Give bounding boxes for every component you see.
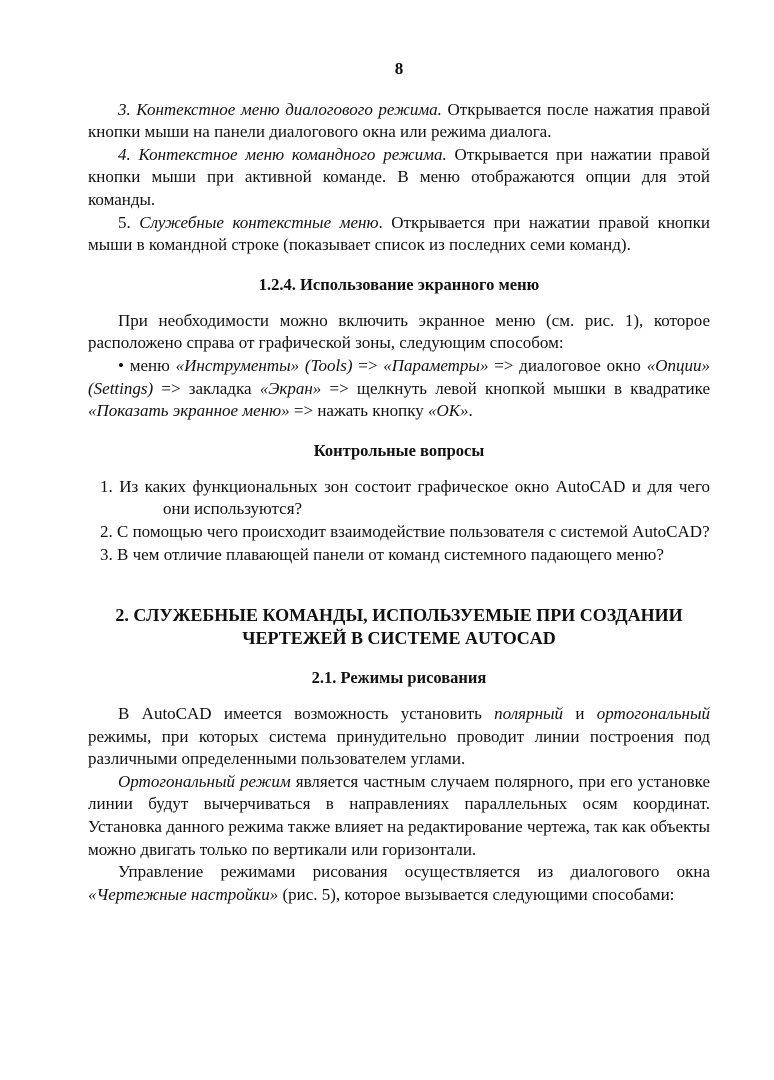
text: => [352, 355, 384, 375]
paragraph [88, 771, 710, 861]
text: режимы, при которых система принудительно проводит линии построения под различными определенными пользователем углами. [88, 726, 710, 769]
italic-text: 4. Контекстное меню командного режима. [118, 144, 447, 164]
text: => щелкнуть левой кнопкой мышки в квадратике [321, 378, 711, 398]
text: Открывается после нажатия правой кнопки мыши на панели диалогового окна или режима диалога. [88, 99, 710, 142]
text: является частным случаем полярного, при его установке линии будут вычерчиваться в направлениях параллельных осям координат. Установка данного режима также влияет на редактирование чертежа, так как объекты можно двигать только по вертикали или горизонтали. [88, 771, 710, 859]
italic-text: «Показать экранное меню» [88, 401, 290, 421]
italic-text: Служебные контекстные меню [139, 212, 379, 232]
text: В AutoCAD имеется возможность установить [118, 704, 495, 724]
section-heading [88, 274, 710, 296]
text: => закладка [153, 378, 260, 398]
list-item: 1. Из каких функциональных зон состоит графическое окно AutoCAD и для чего они используются? [100, 476, 710, 519]
text: • меню [118, 355, 176, 375]
text: (рис. 5), которое вызывается следующими способами: [278, 884, 675, 904]
chapter-heading [88, 604, 710, 650]
list-item: 3. В чем отличие плавающей панели от команд системного падающего меню? [100, 544, 664, 564]
page-content [88, 99, 710, 907]
paragraph [88, 310, 710, 355]
text: и [563, 704, 597, 724]
paragraph [88, 861, 710, 906]
text: => нажать кнопку [289, 401, 428, 421]
italic-text: «Параметры» [383, 355, 489, 375]
text: 2.1. Режимы рисования [311, 668, 487, 688]
document-page [88, 58, 710, 906]
italic-text: 3. Контекстное меню диалогового режима. [118, 99, 442, 119]
italic-text: «Опции» (Settings) [88, 355, 710, 398]
italic-text: Ортогональный режим [118, 771, 291, 791]
list-item: 2. С помощью чего происходит взаимодействие пользователя с системой AutoCAD? [100, 521, 710, 541]
text: => диалоговое окно [488, 355, 647, 375]
italic-text: «Экран» [259, 378, 322, 398]
text: 5. [118, 212, 140, 232]
paragraph [88, 212, 710, 257]
italic-text: ортогональный [596, 704, 710, 724]
italic-text: «Инструменты» (Tools) [175, 355, 353, 375]
text: . Открывается при нажатии правой кнопки мыши в командной строке (показывает список из последних семи команд). [88, 212, 710, 255]
section-heading [88, 440, 710, 462]
review-questions-list [88, 476, 710, 566]
text: 1.2.4. Использование экранного меню [258, 274, 540, 294]
text: Управление режимами рисования осуществляется из диалогового окна [118, 862, 710, 882]
italic-text: полярный [494, 704, 564, 724]
text: 2. СЛУЖЕБНЫЕ КОМАНДЫ, ИСПОЛЬЗУЕМЫЕ ПРИ СОЗДАНИИ ЧЕРТЕЖЕЙ В СИСТЕМЕ AUTOCAD [115, 605, 683, 649]
text: . [468, 401, 473, 421]
page-number: 8 [394, 59, 404, 78]
paragraph [88, 355, 710, 423]
paragraph [88, 99, 710, 144]
italic-text: «Чертежные настройки» [88, 884, 279, 904]
paragraph [88, 144, 710, 212]
italic-text: «ОК» [427, 401, 469, 421]
section-heading [88, 667, 710, 689]
text: При необходимости можно включить экранное меню (см. рис. 1), которое расположено справа от графической зоны, следующим способом: [88, 310, 710, 353]
text: Открывается при нажатии правой кнопки мыши при активной команде. В меню отображаются опции для этой команды. [88, 144, 710, 209]
paragraph [88, 703, 710, 771]
text: Контрольные вопросы [313, 440, 485, 460]
